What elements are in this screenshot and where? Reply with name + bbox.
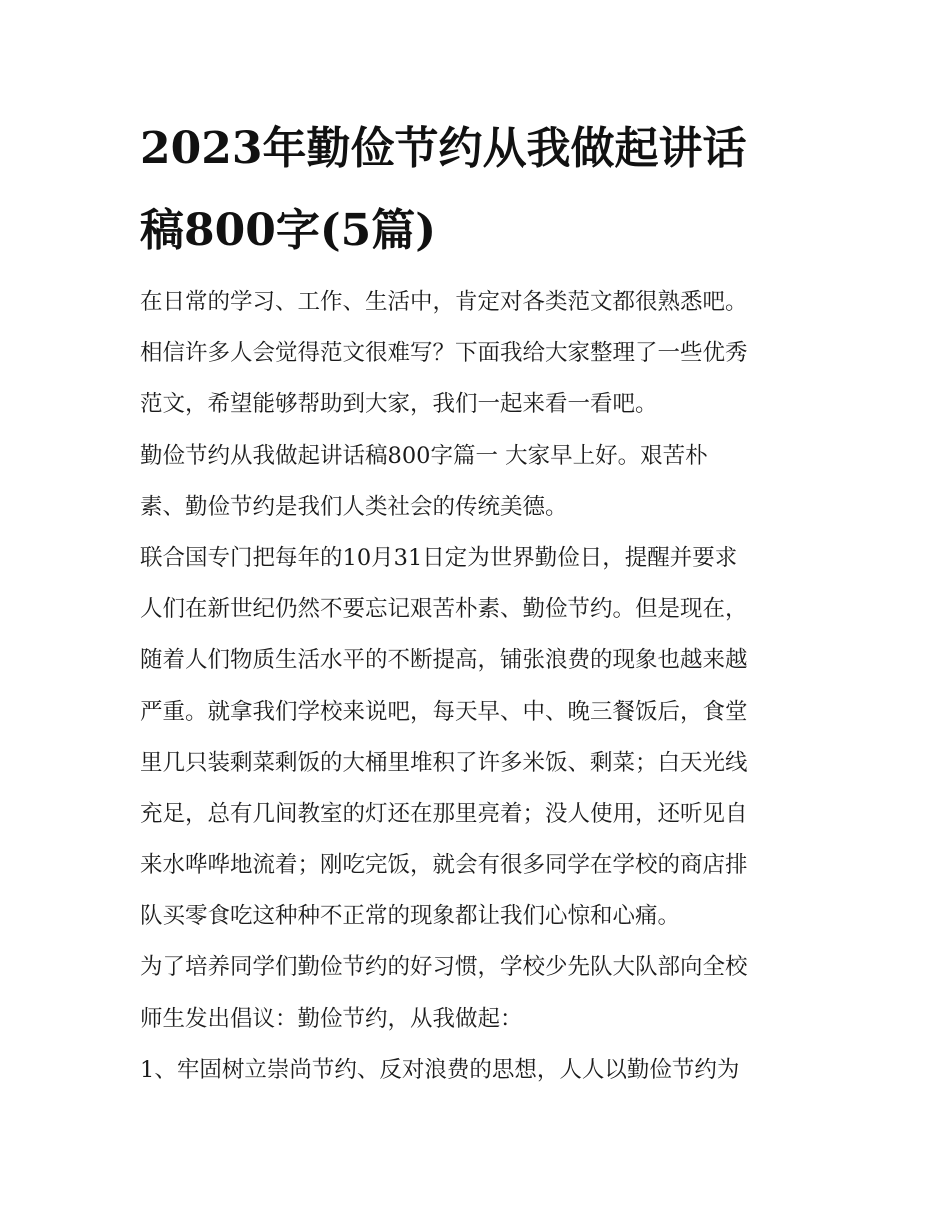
document-title	[140, 108, 830, 272]
body-line: 相信许多人会觉得范文很难写？下面我给大家整理了一些优秀	[140, 340, 748, 367]
document-body	[140, 277, 840, 1096]
title-line: 2023年勤俭节约从我做起讲话	[140, 123, 747, 174]
body-line: 素、勤俭节约是我们人类社会的传统美德。	[140, 493, 568, 520]
body-line: 在日常的学习、工作、生活中，肯定对各类范文都很熟悉吧。	[140, 289, 748, 315]
body-line: 里几只装剩菜剩饭的大桶里堆积了许多米饭、剩菜；白天光线	[140, 749, 748, 776]
body-line: 范文，希望能够帮助到大家，我们一起来看一看吧。	[140, 391, 658, 418]
body-line: 勤俭节约从我做起讲话稿800字篇一 大家早上好。艰苦朴	[140, 442, 708, 469]
body-line: 1、牢固树立崇尚节约、反对浪费的思想，人人以勤俭节约为	[140, 1056, 740, 1083]
body-line: 联合国专门把每年的10月31日定为世界勤俭日，提醒并要求	[140, 544, 738, 571]
body-line: 为了培养同学们勤俭节约的好习惯，学校少先队大队部向全校	[140, 954, 748, 981]
body-line: 队买零食吃这种种不正常的现象都让我们心惊和心痛。	[140, 903, 681, 930]
body-line: 来水哗哗地流着；刚吃完饭，就会有很多同学在学校的商店排	[140, 852, 748, 879]
body-line: 师生发出倡议：勤俭节约，从我做起：	[140, 1005, 523, 1032]
body-line: 人们在新世纪仍然不要忘记艰苦朴素、勤俭节约。但是现在，	[140, 596, 748, 623]
body-line: 充足，总有几间教室的灯还在那里亮着；没人使用，还听见自	[140, 800, 748, 827]
title-line: 稿800字(5篇)	[140, 205, 437, 256]
body-line: 严重。就拿我们学校来说吧，每天早、中、晚三餐饭后，食堂	[140, 698, 748, 725]
body-line: 随着人们物质生活水平的不断提高，铺张浪费的现象也越来越	[140, 647, 748, 674]
